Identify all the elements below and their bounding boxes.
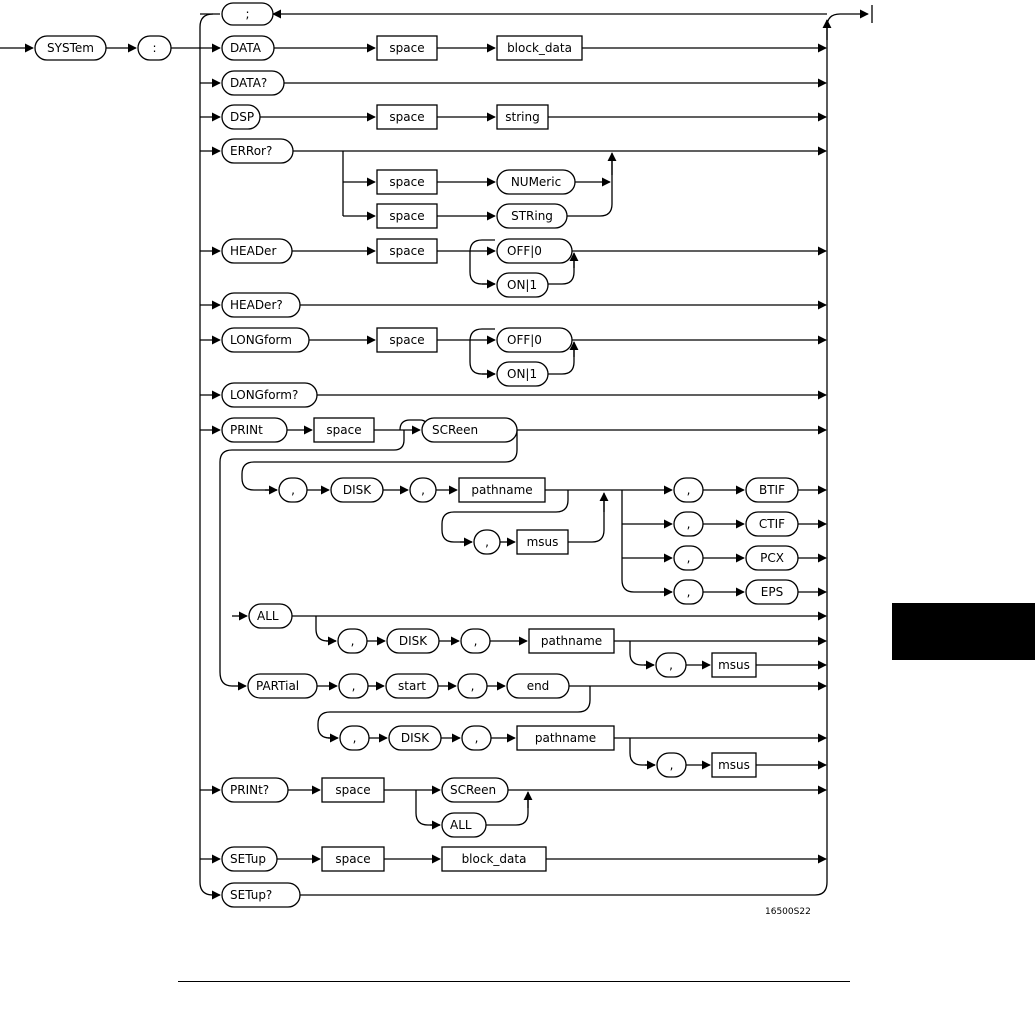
node-setup-query-label: SETup? <box>230 888 273 902</box>
node-all-msus-label: msus <box>718 658 750 672</box>
node-error-numeric <box>497 170 575 194</box>
node-error-space-2-label: space <box>389 209 425 223</box>
node-error-space-2 <box>377 204 437 228</box>
node-partial-start <box>386 674 438 698</box>
node-print-query-all-label: ALL <box>450 818 472 832</box>
node-all-msus <box>712 653 756 677</box>
node-partial-disk-label: DISK <box>400 731 430 745</box>
node-screen-comma-2 <box>410 478 436 502</box>
node-header-query <box>222 293 300 317</box>
node-format-comma-ctif <box>674 512 703 536</box>
node-dsp-space <box>377 105 437 129</box>
node-format-comma-eps-label: , <box>686 585 691 599</box>
node-partial-pathname <box>517 726 614 750</box>
node-data-space <box>377 36 437 60</box>
node-dsp-label: DSP <box>230 110 255 124</box>
node-longform-on1-label: ON|1 <box>507 367 538 381</box>
node-all-comma-1 <box>338 629 367 653</box>
node-data-block-data <box>497 36 582 60</box>
node-partial-comma-5-label: , <box>669 758 674 772</box>
node-ctif-label: CTIF <box>758 517 786 531</box>
node-partial-msus <box>712 753 756 777</box>
node-screen-pathname <box>459 478 545 502</box>
node-header-space-label: space <box>389 244 425 258</box>
node-partial-msus-label: msus <box>718 758 750 772</box>
node-partial-pathname-label: pathname <box>534 731 597 745</box>
node-ctif <box>746 512 798 536</box>
node-screen-comma-1-label: , <box>291 483 295 497</box>
node-data-query <box>222 71 284 95</box>
node-dsp-string <box>497 105 548 129</box>
node-error-numeric-label: NUMeric <box>510 175 562 189</box>
node-all-comma-2 <box>461 629 490 653</box>
node-screen-msus <box>517 530 568 554</box>
node-all <box>249 604 292 628</box>
node-error-query <box>222 139 293 163</box>
node-dsp <box>222 105 260 129</box>
node-print-query <box>222 778 288 802</box>
node-data-query-label: DATA? <box>230 76 268 90</box>
node-partial-end <box>507 674 569 698</box>
node-semicolon <box>222 3 273 25</box>
node-screen-disk-label: DISK <box>342 483 372 497</box>
node-header-off0-label: OFF|0 <box>507 244 542 258</box>
node-print-screen <box>422 418 517 442</box>
node-print-screen-label: SCReen <box>432 423 479 437</box>
node-setup-query <box>222 883 300 907</box>
figure-id: 16500S22 <box>765 907 811 917</box>
node-format-comma-pcx-label: , <box>686 551 691 565</box>
node-print-query-screen <box>442 778 508 802</box>
node-longform-query <box>222 383 317 407</box>
node-setup-space-label: space <box>335 852 371 866</box>
node-format-comma-pcx <box>674 546 703 570</box>
node-print-space <box>314 418 374 442</box>
node-longform-off0-label: OFF|0 <box>507 333 542 347</box>
node-print-query-space-label: space <box>335 783 371 797</box>
node-partial-start-label: start <box>398 679 426 693</box>
node-error-string-label: STRing <box>511 209 553 223</box>
node-all-disk-label: DISK <box>398 634 428 648</box>
node-partial-comma-2 <box>458 674 487 698</box>
node-format-comma-btif-label: , <box>686 483 691 497</box>
node-print-space-label: space <box>326 423 362 437</box>
node-all-label: ALL <box>257 609 279 623</box>
node-data-label: DATA <box>230 41 261 55</box>
node-colon <box>138 36 171 60</box>
node-setup-space <box>322 847 384 871</box>
node-setup-block-data <box>442 847 546 871</box>
node-all-disk <box>387 629 439 653</box>
node-print-query-label: PRINt? <box>230 783 270 797</box>
node-print-query-all <box>442 813 486 837</box>
node-colon-label: : <box>152 41 157 55</box>
node-longform <box>222 328 309 352</box>
node-data-block-data-label: block_data <box>507 41 572 55</box>
node-partial-comma-1-label: , <box>351 679 356 693</box>
node-partial-comma-5 <box>657 753 686 777</box>
node-partial-comma-4 <box>462 726 491 750</box>
node-setup <box>222 847 277 871</box>
node-system-label: SYSTem <box>47 41 94 55</box>
node-error-space-1 <box>377 170 437 194</box>
node-dsp-string-label: string <box>505 110 540 124</box>
node-header-space <box>377 239 437 263</box>
node-print <box>222 418 287 442</box>
node-partial-label: PARTial <box>256 679 300 693</box>
node-system <box>35 36 106 60</box>
node-format-comma-btif <box>674 478 703 502</box>
node-longform-label: LONGform <box>230 333 292 347</box>
node-setup-block-data-label: block_data <box>461 852 527 866</box>
node-data-space-label: space <box>389 41 425 55</box>
node-format-comma-eps <box>674 580 703 604</box>
node-partial-disk <box>389 726 441 750</box>
node-error-query-label: ERRor? <box>230 144 273 158</box>
node-header-label: HEADer <box>230 244 277 258</box>
node-print-label: PRINt <box>230 423 263 437</box>
node-all-pathname-label: pathname <box>540 634 603 648</box>
node-eps <box>746 580 798 604</box>
node-setup-label: SETup <box>230 852 266 866</box>
node-format-comma-ctif-label: , <box>686 517 691 531</box>
node-partial-comma-3 <box>340 726 369 750</box>
node-screen-msus-label: msus <box>526 535 559 549</box>
node-screen-comma-3-label: , <box>485 535 489 549</box>
node-longform-query-label: LONGform? <box>230 388 299 402</box>
node-semicolon-label: ; <box>245 7 250 21</box>
node-longform-on1 <box>497 362 548 386</box>
node-partial-comma-1 <box>339 674 368 698</box>
node-screen-disk <box>331 478 383 502</box>
node-all-pathname <box>529 629 614 653</box>
node-btif <box>746 478 798 502</box>
node-all-comma-3 <box>656 653 686 677</box>
node-all-comma-1-label: , <box>350 634 355 648</box>
node-error-space-1-label: space <box>389 175 425 189</box>
node-partial-comma-2-label: , <box>470 679 475 693</box>
node-error-string <box>497 204 567 228</box>
node-longform-space <box>377 328 437 352</box>
node-longform-off0 <box>497 328 572 352</box>
node-print-query-space <box>322 778 384 802</box>
node-header-query-label: HEADer? <box>230 298 283 312</box>
node-header-on1 <box>497 273 548 297</box>
node-pcx <box>746 546 798 570</box>
node-screen-comma-3 <box>474 530 500 554</box>
node-print-query-screen-label: SCReen <box>450 783 497 797</box>
node-data <box>222 36 274 60</box>
node-eps-label: EPS <box>760 585 784 599</box>
node-screen-pathname-label: pathname <box>471 483 533 497</box>
node-all-comma-3-label: , <box>669 658 673 672</box>
node-partial <box>248 674 317 698</box>
node-longform-space-label: space <box>389 333 425 347</box>
node-dsp-space-label: space <box>389 110 425 124</box>
node-screen-comma-2-label: , <box>421 483 425 497</box>
node-btif-label: BTIF <box>758 483 786 497</box>
node-partial-comma-4-label: , <box>474 731 479 745</box>
node-all-comma-2-label: , <box>473 634 478 648</box>
node-partial-comma-3-label: , <box>352 731 357 745</box>
node-header <box>222 239 292 263</box>
node-partial-end-label: end <box>526 679 550 693</box>
node-header-on1-label: ON|1 <box>507 278 538 292</box>
node-screen-comma-1 <box>279 478 307 502</box>
node-header-off0 <box>497 239 572 263</box>
node-pcx-label: PCX <box>760 551 784 565</box>
